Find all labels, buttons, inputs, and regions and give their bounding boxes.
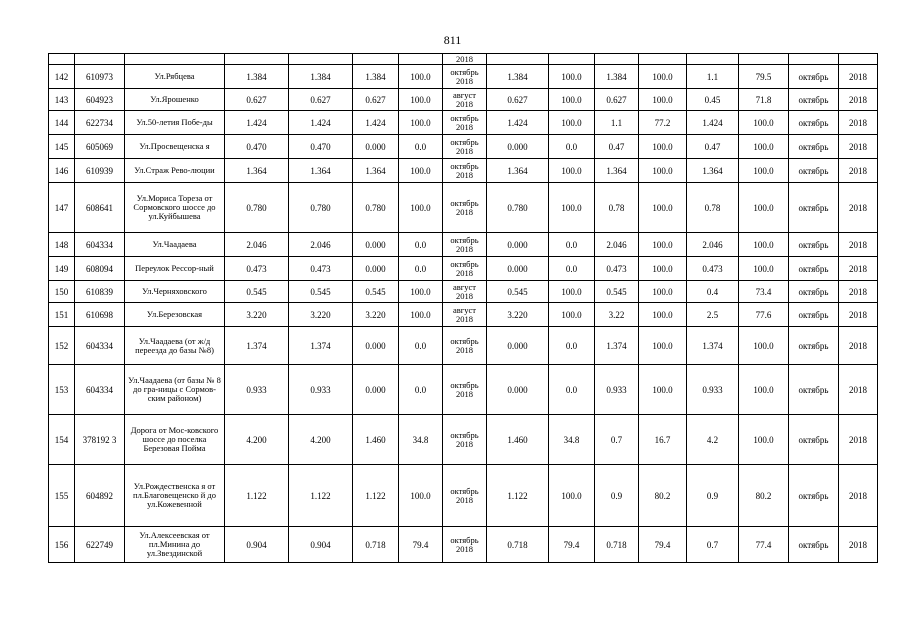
percent-3-cell: 100.0 [639, 65, 687, 89]
value-2-cell: 1.374 [289, 327, 353, 365]
street-name-cell: Ул.Рябцева [125, 65, 225, 89]
percent-4-cell: 100.0 [739, 233, 789, 257]
object-code-cell: 610839 [75, 281, 125, 303]
row-number-cell: 145 [49, 135, 75, 159]
row-number-cell: 150 [49, 281, 75, 303]
value-4-cell: 0.000 [487, 135, 549, 159]
street-name-cell: Ул.Страж Рево-люции [125, 159, 225, 183]
value-3-cell: 0.000 [353, 365, 399, 415]
year-cell: 2018 [839, 183, 878, 233]
completion-date-cell: август 2018 [443, 303, 487, 327]
value-1-cell: 0.904 [225, 527, 289, 563]
value-6-cell: 0.473 [687, 257, 739, 281]
value-3-cell: 1.424 [353, 111, 399, 135]
year-cell: 2018 [839, 527, 878, 563]
percent-3-cell: 100.0 [639, 365, 687, 415]
year-cell: 2018 [839, 111, 878, 135]
month-cell: октябрь [789, 111, 839, 135]
object-code-cell: 622749 [75, 527, 125, 563]
value-3-cell: 1.122 [353, 465, 399, 527]
month-cell: октябрь [789, 135, 839, 159]
year-cell: 2018 [839, 415, 878, 465]
value-6-cell: 0.7 [687, 527, 739, 563]
percent-3-cell: 100.0 [639, 233, 687, 257]
value-1-cell: 1.122 [225, 465, 289, 527]
value-3-cell: 1.460 [353, 415, 399, 465]
page-number: 811 [443, 33, 462, 47]
partial-date-cell: 2018 [443, 54, 487, 65]
table-row [49, 327, 878, 365]
value-4-cell: 1.384 [487, 65, 549, 89]
percent-2-cell: 100.0 [549, 183, 595, 233]
row-number-cell: 149 [49, 257, 75, 281]
percent-3-cell: 100.0 [639, 135, 687, 159]
row-number-cell: 152 [49, 327, 75, 365]
value-5-cell: 0.473 [595, 257, 639, 281]
percent-3-cell: 100.0 [639, 327, 687, 365]
percent-3-cell: 80.2 [639, 465, 687, 527]
value-1-cell: 0.545 [225, 281, 289, 303]
table-row [49, 415, 878, 465]
percent-2-cell: 100.0 [549, 111, 595, 135]
value-4-cell: 3.220 [487, 303, 549, 327]
year-cell: 2018 [839, 89, 878, 111]
percent-3-cell: 79.4 [639, 527, 687, 563]
percent-3-cell: 100.0 [639, 159, 687, 183]
percent-3-cell: 100.0 [639, 89, 687, 111]
percent-2-cell: 100.0 [549, 65, 595, 89]
percent-4-cell: 100.0 [739, 365, 789, 415]
percent-1-cell: 100.0 [399, 281, 443, 303]
percent-2-cell: 0.0 [549, 257, 595, 281]
row-number-cell: 153 [49, 365, 75, 415]
percent-1-cell: 0.0 [399, 233, 443, 257]
value-2-cell: 0.545 [289, 281, 353, 303]
percent-1-cell: 100.0 [399, 303, 443, 327]
completion-date-cell: октябрь 2018 [443, 327, 487, 365]
value-3-cell: 0.718 [353, 527, 399, 563]
month-cell: октябрь [789, 89, 839, 111]
percent-2-cell: 0.0 [549, 327, 595, 365]
percent-2-cell: 100.0 [549, 303, 595, 327]
percent-1-cell: 0.0 [399, 135, 443, 159]
table-row [49, 135, 878, 159]
percent-2-cell: 100.0 [549, 281, 595, 303]
completion-date-cell: октябрь 2018 [443, 257, 487, 281]
object-code-cell: 610973 [75, 65, 125, 89]
value-4-cell: 0.000 [487, 257, 549, 281]
value-3-cell: 0.627 [353, 89, 399, 111]
percent-4-cell: 100.0 [739, 159, 789, 183]
row-number-cell: 144 [49, 111, 75, 135]
value-1-cell: 1.384 [225, 65, 289, 89]
completion-date-cell: октябрь 2018 [443, 183, 487, 233]
value-2-cell: 1.384 [289, 65, 353, 89]
month-cell: октябрь [789, 257, 839, 281]
value-2-cell: 0.470 [289, 135, 353, 159]
percent-2-cell: 100.0 [549, 89, 595, 111]
value-1-cell: 0.933 [225, 365, 289, 415]
object-code-cell: 608094 [75, 257, 125, 281]
percent-4-cell: 100.0 [739, 415, 789, 465]
percent-1-cell: 100.0 [399, 89, 443, 111]
percent-4-cell: 100.0 [739, 135, 789, 159]
value-2-cell: 4.200 [289, 415, 353, 465]
month-cell: октябрь [789, 527, 839, 563]
table-row [49, 159, 878, 183]
row-number-cell: 154 [49, 415, 75, 465]
month-cell: октябрь [789, 65, 839, 89]
percent-4-cell: 100.0 [739, 111, 789, 135]
completion-date-cell: октябрь 2018 [443, 365, 487, 415]
row-number-cell: 156 [49, 527, 75, 563]
table-row [49, 233, 878, 257]
percent-4-cell: 100.0 [739, 183, 789, 233]
table-row [49, 65, 878, 89]
completion-date-cell: октябрь 2018 [443, 233, 487, 257]
value-4-cell: 1.460 [487, 415, 549, 465]
object-code-cell: 604892 [75, 465, 125, 527]
percent-1-cell: 100.0 [399, 159, 443, 183]
value-4-cell: 0.545 [487, 281, 549, 303]
value-5-cell: 0.933 [595, 365, 639, 415]
row-number-cell: 146 [49, 159, 75, 183]
percent-4-cell: 73.4 [739, 281, 789, 303]
table-row [49, 111, 878, 135]
completion-date-cell: октябрь 2018 [443, 135, 487, 159]
value-6-cell: 0.78 [687, 183, 739, 233]
object-code-cell: 604334 [75, 365, 125, 415]
value-5-cell: 1.384 [595, 65, 639, 89]
month-cell: октябрь [789, 303, 839, 327]
completion-date-cell: август 2018 [443, 281, 487, 303]
month-cell: октябрь [789, 365, 839, 415]
percent-3-cell: 77.2 [639, 111, 687, 135]
value-6-cell: 1.364 [687, 159, 739, 183]
value-1-cell: 1.424 [225, 111, 289, 135]
percent-4-cell: 100.0 [739, 327, 789, 365]
street-name-cell: Ул.Просвещенска я [125, 135, 225, 159]
value-1-cell: 3.220 [225, 303, 289, 327]
row-number-cell: 148 [49, 233, 75, 257]
row-number-cell: 151 [49, 303, 75, 327]
percent-2-cell: 0.0 [549, 365, 595, 415]
street-name-cell: Ул.Чаадаева [125, 233, 225, 257]
street-name-cell: Переулок Рессор-ный [125, 257, 225, 281]
completion-date-cell: август 2018 [443, 89, 487, 111]
street-name-cell: Ул.Рождественска я от пл.Благовещенско й до ул.Кожевенной [125, 465, 225, 527]
street-name-cell: Дорога от Мос-ковского шоссе до поселка Березовая Пойма [125, 415, 225, 465]
value-3-cell: 1.384 [353, 65, 399, 89]
road-repair-table [48, 53, 878, 563]
row-number-cell: 143 [49, 89, 75, 111]
month-cell: октябрь [789, 159, 839, 183]
value-5-cell: 0.627 [595, 89, 639, 111]
month-cell: октябрь [789, 327, 839, 365]
table-row [49, 89, 878, 111]
value-6-cell: 1.424 [687, 111, 739, 135]
object-code-cell: 604923 [75, 89, 125, 111]
value-3-cell: 0.000 [353, 257, 399, 281]
value-2-cell: 0.627 [289, 89, 353, 111]
value-1-cell: 0.473 [225, 257, 289, 281]
value-4-cell: 0.718 [487, 527, 549, 563]
object-code-cell: 378192 3 [75, 415, 125, 465]
street-name-cell: Ул.Ярошенко [125, 89, 225, 111]
percent-4-cell: 100.0 [739, 257, 789, 281]
value-5-cell: 0.47 [595, 135, 639, 159]
value-1-cell: 1.364 [225, 159, 289, 183]
value-6-cell: 1.374 [687, 327, 739, 365]
percent-1-cell: 0.0 [399, 365, 443, 415]
value-3-cell: 0.000 [353, 327, 399, 365]
street-name-cell: Ул.Мориса Тореза от Сормовского шоссе до ул.Куйбышева [125, 183, 225, 233]
value-1-cell: 4.200 [225, 415, 289, 465]
value-5-cell: 0.9 [595, 465, 639, 527]
value-1-cell: 1.374 [225, 327, 289, 365]
table-row [49, 465, 878, 527]
street-name-cell: Ул.Чаадаева (от ж/д переезда до базы №8) [125, 327, 225, 365]
value-5-cell: 0.78 [595, 183, 639, 233]
value-2-cell: 0.933 [289, 365, 353, 415]
object-code-cell: 605069 [75, 135, 125, 159]
value-2-cell: 2.046 [289, 233, 353, 257]
value-3-cell: 0.000 [353, 135, 399, 159]
value-6-cell: 0.4 [687, 281, 739, 303]
value-1-cell: 2.046 [225, 233, 289, 257]
value-5-cell: 0.545 [595, 281, 639, 303]
percent-2-cell: 100.0 [549, 465, 595, 527]
year-cell: 2018 [839, 365, 878, 415]
percent-1-cell: 100.0 [399, 183, 443, 233]
year-cell: 2018 [839, 135, 878, 159]
value-2-cell: 3.220 [289, 303, 353, 327]
value-6-cell: 0.9 [687, 465, 739, 527]
street-name-cell: Ул.Алексеевская от пл.Минина до ул.Звездинской [125, 527, 225, 563]
value-4-cell: 1.122 [487, 465, 549, 527]
completion-date-cell: октябрь 2018 [443, 415, 487, 465]
value-4-cell: 1.364 [487, 159, 549, 183]
value-4-cell: 0.000 [487, 233, 549, 257]
percent-4-cell: 79.5 [739, 65, 789, 89]
percent-1-cell: 100.0 [399, 65, 443, 89]
value-2-cell: 0.780 [289, 183, 353, 233]
value-4-cell: 0.780 [487, 183, 549, 233]
value-5-cell: 1.374 [595, 327, 639, 365]
value-6-cell: 1.1 [687, 65, 739, 89]
month-cell: октябрь [789, 183, 839, 233]
percent-4-cell: 80.2 [739, 465, 789, 527]
year-cell: 2018 [839, 257, 878, 281]
street-name-cell: Ул.Чаадаева (от базы № 8 до гра-ницы с Сормов-ским районом) [125, 365, 225, 415]
value-5-cell: 1.1 [595, 111, 639, 135]
percent-1-cell: 79.4 [399, 527, 443, 563]
object-code-cell: 604334 [75, 327, 125, 365]
street-name-cell: Ул.50-летия Побе-ды [125, 111, 225, 135]
percent-3-cell: 100.0 [639, 281, 687, 303]
table-row [49, 365, 878, 415]
percent-1-cell: 100.0 [399, 465, 443, 527]
row-number-cell: 155 [49, 465, 75, 527]
percent-2-cell: 100.0 [549, 159, 595, 183]
year-cell: 2018 [839, 327, 878, 365]
table-row [49, 183, 878, 233]
year-cell: 2018 [839, 303, 878, 327]
percent-4-cell: 77.6 [739, 303, 789, 327]
value-6-cell: 0.47 [687, 135, 739, 159]
percent-3-cell: 100.0 [639, 303, 687, 327]
year-cell: 2018 [839, 281, 878, 303]
value-5-cell: 2.046 [595, 233, 639, 257]
month-cell: октябрь [789, 233, 839, 257]
value-2-cell: 0.904 [289, 527, 353, 563]
value-3-cell: 0.000 [353, 233, 399, 257]
percent-2-cell: 0.0 [549, 233, 595, 257]
value-2-cell: 1.122 [289, 465, 353, 527]
value-4-cell: 0.627 [487, 89, 549, 111]
value-1-cell: 0.627 [225, 89, 289, 111]
percent-1-cell: 34.8 [399, 415, 443, 465]
month-cell: октябрь [789, 465, 839, 527]
percent-4-cell: 77.4 [739, 527, 789, 563]
value-3-cell: 1.364 [353, 159, 399, 183]
value-2-cell: 1.424 [289, 111, 353, 135]
percent-3-cell: 100.0 [639, 183, 687, 233]
street-name-cell: Ул.Черняховского [125, 281, 225, 303]
value-2-cell: 0.473 [289, 257, 353, 281]
object-code-cell: 610698 [75, 303, 125, 327]
value-5-cell: 1.364 [595, 159, 639, 183]
year-cell: 2018 [839, 233, 878, 257]
value-4-cell: 0.000 [487, 365, 549, 415]
street-name-cell: Ул.Березовская [125, 303, 225, 327]
month-cell: октябрь [789, 281, 839, 303]
percent-1-cell: 0.0 [399, 257, 443, 281]
table-row [49, 527, 878, 563]
percent-2-cell: 0.0 [549, 135, 595, 159]
completion-date-cell: октябрь 2018 [443, 65, 487, 89]
completion-date-cell: октябрь 2018 [443, 527, 487, 563]
value-2-cell: 1.364 [289, 159, 353, 183]
year-cell: 2018 [839, 65, 878, 89]
row-number-cell: 147 [49, 183, 75, 233]
completion-date-cell: октябрь 2018 [443, 159, 487, 183]
value-5-cell: 0.718 [595, 527, 639, 563]
year-cell: 2018 [839, 465, 878, 527]
percent-2-cell: 34.8 [549, 415, 595, 465]
value-6-cell: 4.2 [687, 415, 739, 465]
value-4-cell: 1.424 [487, 111, 549, 135]
year-cell: 2018 [839, 159, 878, 183]
month-cell: октябрь [789, 415, 839, 465]
object-code-cell: 608641 [75, 183, 125, 233]
value-1-cell: 0.470 [225, 135, 289, 159]
percent-1-cell: 100.0 [399, 111, 443, 135]
table-row [49, 257, 878, 281]
percent-3-cell: 100.0 [639, 257, 687, 281]
value-3-cell: 0.545 [353, 281, 399, 303]
object-code-cell: 610939 [75, 159, 125, 183]
value-6-cell: 2.5 [687, 303, 739, 327]
value-6-cell: 0.45 [687, 89, 739, 111]
completion-date-cell: октябрь 2018 [443, 465, 487, 527]
completion-date-cell: октябрь 2018 [443, 111, 487, 135]
percent-2-cell: 79.4 [549, 527, 595, 563]
object-code-cell: 604334 [75, 233, 125, 257]
table-row [49, 281, 878, 303]
table-row-partial [49, 54, 878, 65]
value-6-cell: 2.046 [687, 233, 739, 257]
value-5-cell: 3.22 [595, 303, 639, 327]
table-body [49, 54, 878, 563]
value-1-cell: 0.780 [225, 183, 289, 233]
percent-4-cell: 71.8 [739, 89, 789, 111]
value-4-cell: 0.000 [487, 327, 549, 365]
row-number-cell: 142 [49, 65, 75, 89]
percent-3-cell: 16.7 [639, 415, 687, 465]
table-row [49, 303, 878, 327]
value-6-cell: 0.933 [687, 365, 739, 415]
object-code-cell: 622734 [75, 111, 125, 135]
percent-1-cell: 0.0 [399, 327, 443, 365]
value-5-cell: 0.7 [595, 415, 639, 465]
value-3-cell: 3.220 [353, 303, 399, 327]
value-3-cell: 0.780 [353, 183, 399, 233]
